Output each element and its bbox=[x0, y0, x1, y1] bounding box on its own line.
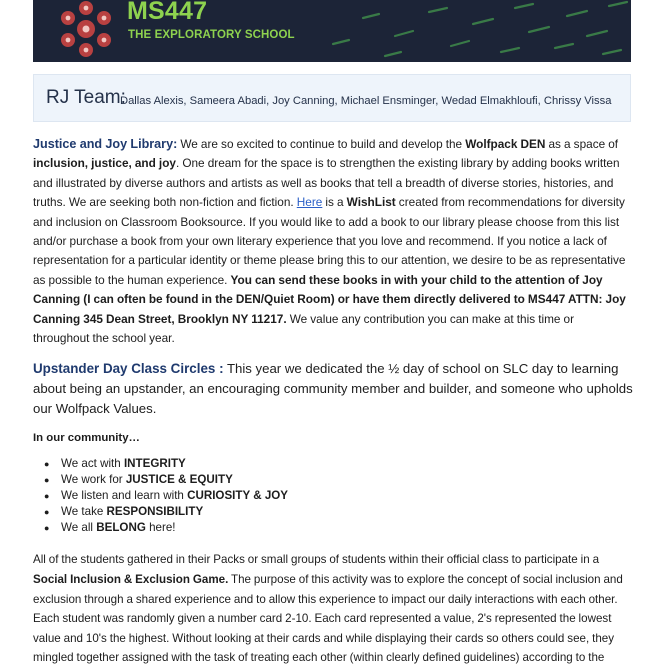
justice-joy-heading: Justice and Joy Library: bbox=[33, 137, 178, 151]
decorative-dashes bbox=[33, 0, 631, 62]
list-item bbox=[61, 504, 633, 520]
upstander-paragraph bbox=[33, 359, 633, 419]
value-bold: INTEGRITY bbox=[123, 457, 186, 471]
school-logo-icon bbox=[51, 0, 121, 62]
justice-joy-paragraph bbox=[33, 135, 633, 348]
rj-team-label: RJ Team: bbox=[46, 87, 126, 108]
value-pre: We listen and learn with bbox=[61, 489, 188, 503]
list-item bbox=[61, 456, 633, 472]
justice-joy-text-6: We value any contribution you can make at this time or throughout the school year. bbox=[33, 311, 575, 346]
rj-team-names: Dallas Alexis, Sameera Abadi, Joy Canning, Michael Ensminger, Wedad Elmakhloufi, Chrissy Vissa bbox=[120, 95, 612, 107]
value-bold: RESPONSIBILITY bbox=[106, 505, 204, 519]
value-post: here! bbox=[145, 521, 176, 535]
value-pre: We work for bbox=[61, 473, 126, 487]
wishlist-link[interactable]: Here bbox=[296, 195, 323, 210]
justice-joy-text-2: as a space of bbox=[545, 137, 619, 151]
value-bold: CURIOSITY & JOY bbox=[187, 489, 289, 503]
newsletter-content bbox=[33, 135, 633, 668]
value-bold: BELONG bbox=[96, 521, 146, 535]
school-subtitle: THE EXPLORATORY SCHOOL bbox=[128, 29, 295, 41]
rj-team-box bbox=[33, 74, 631, 122]
value-pre: We act with bbox=[61, 457, 124, 471]
justice-joy-bold-4: You can send these books in with your child to the attention of Joy Canning (I can often be found in the DEN/Quiet Room) or have them directly delivered to MS447 ATTN: Joy Canning 345 Dean Street, Brooklyn NY 11217. bbox=[33, 272, 626, 326]
community-heading: In our community… bbox=[33, 432, 140, 445]
list-item bbox=[61, 520, 633, 536]
community-values-list bbox=[33, 456, 633, 536]
justice-joy-bold-2: inclusion, justice, and joy bbox=[33, 156, 176, 171]
justice-joy-bold-1: Wolfpack DEN bbox=[465, 137, 546, 151]
value-bold: JUSTICE & EQUITY bbox=[125, 473, 233, 487]
school-name: MS447 bbox=[127, 0, 208, 25]
game-text-1: All of the students gathered in their Packs or small groups of students within their official class to participate in a bbox=[33, 553, 600, 567]
justice-joy-text-4: is a bbox=[322, 195, 347, 210]
justice-joy-text-5: created from recommendations for diversity and inclusion on Classroom Booksource. If you would like to add a book to our library please choose from this list and/or purchase a book from your own literary experience that you love and recommend. If you notice a lack of representation for a particular identity or theme please bring this to our attention, we desire to be as representative as possible to the human experience. bbox=[33, 195, 626, 287]
game-paragraph bbox=[33, 550, 633, 668]
list-item bbox=[61, 488, 633, 504]
upstander-text: This year we dedicated the ½ day of school on SLC day to learning about being an upstander, an encouraging community member and builder, and someone who upholds our Wolfpack Values. bbox=[33, 361, 633, 417]
list-item bbox=[61, 472, 633, 488]
justice-joy-text-1: We are so excited to continue to build and develop the bbox=[177, 137, 466, 151]
game-heading: Social Inclusion & Exclusion Game. bbox=[33, 573, 229, 587]
value-pre: We take bbox=[61, 505, 107, 519]
upstander-heading: Upstander Day Class Circles : bbox=[33, 361, 224, 377]
game-text-2: The purpose of this activity was to explore the concept of social inclusion and exclusion through a shared experience and to allow this experience to impact our daily interactions with each other. Each student was randomly given a number card 2-10. Each card represented a value, 2's represented the lowest value and 10's the highest. Without looking at their cards and while displaying their cards so others could see, they mingled together assigned with the task of treating each other (within clearly defined guidelines) according to the bbox=[33, 573, 623, 665]
school-banner bbox=[33, 0, 631, 62]
justice-joy-bold-3: WishList bbox=[346, 195, 396, 210]
justice-joy-text-3: . One dream for the space is to strengthen the existing library by adding books written and illustrated by diverse authors and artists as well as books that tell a breadth of diverse stories, histories, and truths. We are seeking both non-fiction and fiction. bbox=[33, 156, 620, 210]
value-pre: We all bbox=[61, 521, 97, 535]
